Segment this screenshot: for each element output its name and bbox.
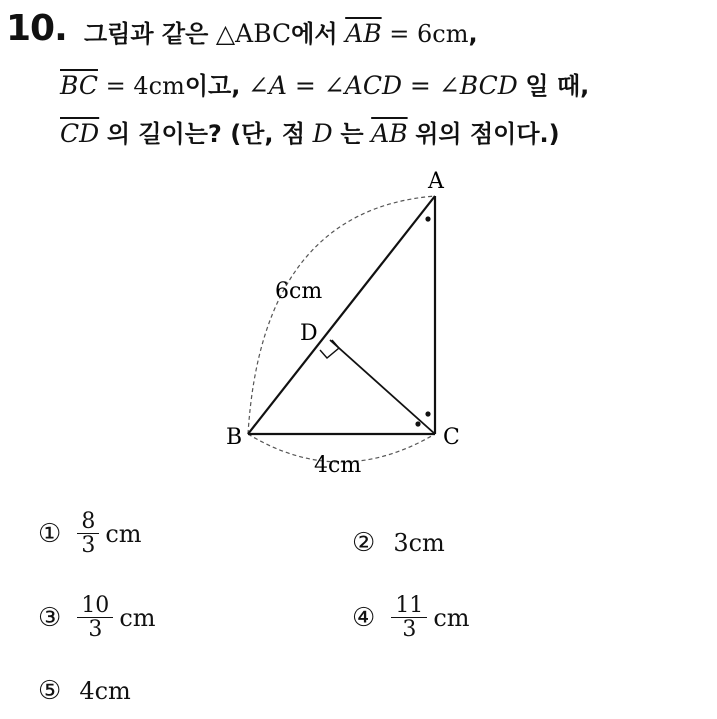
q3-text-b: 는: [340, 120, 364, 148]
point-d-label: D: [300, 321, 318, 346]
choice-5-value: 4cm: [79, 677, 131, 705]
q1-triangle: △ABC: [215, 19, 292, 48]
choice-1[interactable]: [38, 510, 142, 557]
q2-angles: ∠A = ∠ACD = ∠BCD: [247, 71, 518, 100]
choice-4[interactable]: [352, 594, 470, 641]
vertex-b-label: B: [226, 425, 243, 450]
length-bc-label: 4cm: [314, 453, 362, 478]
right-angle-mark: [320, 340, 339, 358]
choice-2-value: 3cm: [393, 529, 445, 557]
q3-segment-cd: $\overline{CD}$: [60, 119, 100, 148]
q3-text-c: 위의 점이다.): [415, 120, 560, 148]
question-number: 10.: [6, 8, 67, 49]
q2-text-a: 이고,: [184, 72, 241, 100]
choice-4-marker: ④: [352, 602, 376, 633]
choice-1-fraction: [79, 510, 97, 557]
q2-segment-bc: $\overline{BC}$: [60, 71, 98, 100]
choice-4-denominator: 3: [402, 617, 417, 643]
q2-unit: cm: [148, 72, 185, 100]
segment-cd: [330, 340, 435, 434]
choice-3-fraction: [79, 594, 111, 641]
q1-unit: cm: [432, 20, 469, 48]
vertex-c-label: C: [443, 425, 460, 450]
choice-1-denominator: 3: [81, 533, 96, 559]
choice-1-numerator: 8: [81, 509, 96, 534]
q3-segment-ab: $\overline{AB}$: [371, 119, 408, 148]
choice-3-numerator: 10: [81, 593, 110, 618]
choice-1-unit: cm: [105, 519, 142, 548]
angle-dot-c-upper: [425, 411, 430, 416]
vertex-a-label: A: [428, 169, 444, 194]
side-ab: [248, 196, 435, 434]
angle-dot-a: [425, 216, 430, 221]
q1-comma: ,: [468, 20, 478, 48]
q1-text-a: 그림과 같은: [84, 20, 209, 48]
choice-5[interactable]: [38, 676, 131, 706]
choice-3-marker: ③: [38, 602, 62, 633]
q2-value: = 4: [105, 72, 149, 100]
q1-text-b: 에서: [291, 20, 338, 48]
choice-5-marker: ⑤: [38, 676, 62, 706]
choice-2[interactable]: [352, 528, 445, 558]
choice-3-unit: cm: [119, 603, 156, 632]
choice-4-unit: cm: [433, 603, 470, 632]
length-ab-label: 6cm: [275, 279, 323, 304]
choice-2-marker: ②: [352, 528, 376, 558]
q2-text-b: 일 때,: [525, 72, 590, 100]
angle-dot-c-lower: [415, 421, 420, 426]
choice-4-fraction: [393, 594, 425, 641]
q1-value: = 6: [389, 20, 433, 48]
choice-4-numerator: 11: [395, 593, 424, 618]
q1-segment-ab: $\overline{AB}$: [345, 19, 382, 48]
choice-3-denominator: 3: [88, 617, 103, 643]
choice-1-marker: ①: [38, 518, 62, 549]
q3-text-a: 의 길이는? (단, 점: [106, 120, 306, 148]
choice-3[interactable]: [38, 594, 156, 641]
q3-point-d: D: [312, 119, 333, 148]
